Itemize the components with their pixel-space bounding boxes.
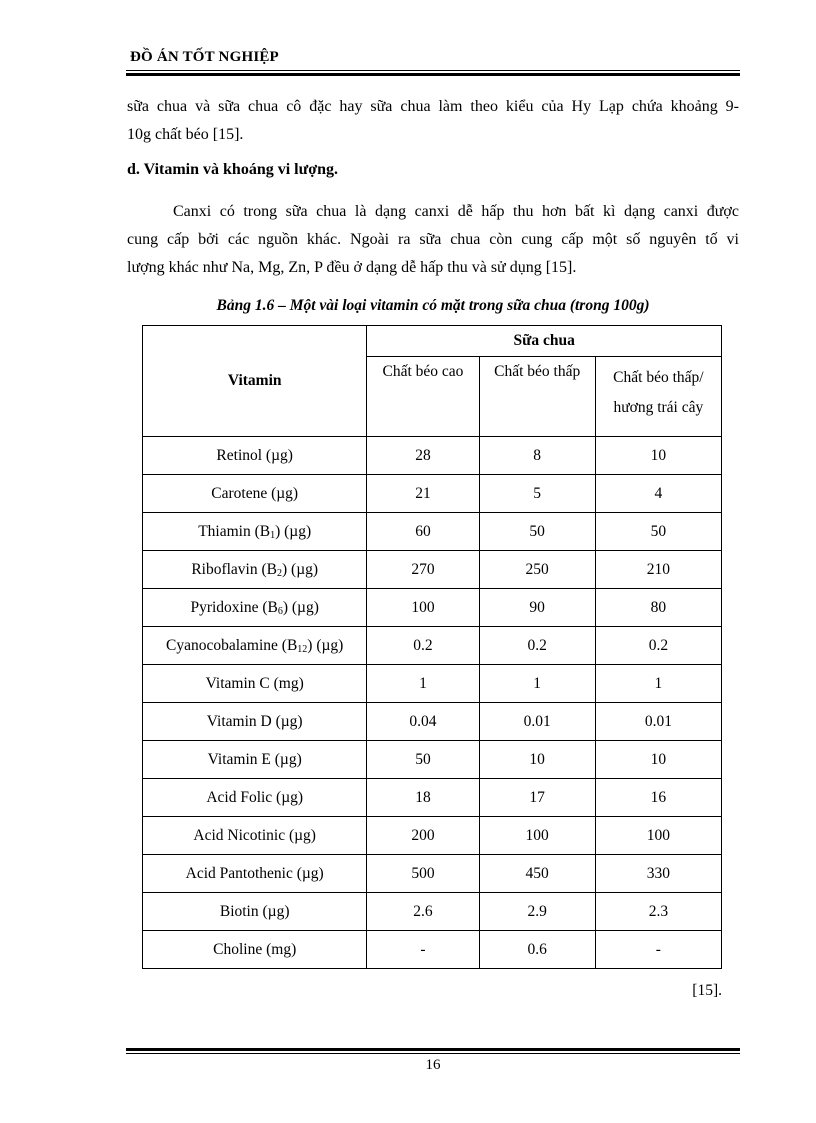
- vitamin-name-cell: [143, 475, 367, 513]
- value-high-fat: 0.2: [367, 627, 479, 665]
- value-low-fat: 0.01: [479, 703, 595, 741]
- table-body: [143, 437, 722, 969]
- value-high-fat: 500: [367, 855, 479, 893]
- value-low-fat-fruit: 1: [595, 665, 721, 703]
- value-low-fat-fruit: 10: [595, 437, 721, 475]
- header-rule-thick: [126, 73, 740, 76]
- table-row: [143, 703, 722, 741]
- vitamin-name: Acid Nicotinic (µg): [193, 826, 316, 844]
- table-row: [143, 855, 722, 893]
- vitamin-name: Acid Pantothenic (µg): [185, 864, 324, 882]
- value-high-fat: 18: [367, 779, 479, 817]
- footer-rule-thin: [126, 1053, 740, 1054]
- value-low-fat: 50: [479, 513, 595, 551]
- vitamin-name: Choline (mg): [213, 940, 297, 958]
- table-row: [143, 893, 722, 931]
- value-high-fat: 28: [367, 437, 479, 475]
- value-low-fat-fruit: 0.2: [595, 627, 721, 665]
- table-row: [143, 475, 722, 513]
- value-high-fat: 21: [367, 475, 479, 513]
- vitamin-name-unit: ) (µg): [282, 598, 319, 616]
- header-title: ĐỒ ÁN TỐT NGHIỆP: [130, 49, 279, 65]
- vitamin-name-cell: [143, 703, 367, 741]
- header-vitamin: Vitamin: [143, 326, 367, 437]
- value-low-fat: 450: [479, 855, 595, 893]
- header-col-high-fat: Chất béo cao: [367, 357, 479, 437]
- value-high-fat: 0.04: [367, 703, 479, 741]
- value-high-fat: 270: [367, 551, 479, 589]
- vitamin-name-cell: [143, 665, 367, 703]
- vitamin-name-cell: [143, 855, 367, 893]
- vitamin-name-subscript: 12: [297, 643, 308, 655]
- vitamin-name-subscript: 1: [270, 529, 276, 541]
- vitamin-name-cell: [143, 551, 367, 589]
- value-high-fat: 50: [367, 741, 479, 779]
- vitamin-name-cell: [143, 779, 367, 817]
- footer-rule-thick: [126, 1048, 740, 1051]
- vitamin-name: Vitamin E (µg): [207, 750, 302, 768]
- value-low-fat-fruit: 0.01: [595, 703, 721, 741]
- vitamin-name-main: Pyridoxine (B: [190, 598, 278, 616]
- table-row: [143, 779, 722, 817]
- table-citation: [15].: [692, 982, 722, 999]
- value-high-fat: 100: [367, 589, 479, 627]
- table-row: [143, 551, 722, 589]
- vitamin-name-cell: [143, 741, 367, 779]
- vitamin-name-cell: [143, 931, 367, 969]
- value-low-fat-fruit: 330: [595, 855, 721, 893]
- value-high-fat: 1: [367, 665, 479, 703]
- table-row: [143, 437, 722, 475]
- value-high-fat: 60: [367, 513, 479, 551]
- value-low-fat: 10: [479, 741, 595, 779]
- value-low-fat-fruit: 50: [595, 513, 721, 551]
- table-row: [143, 589, 722, 627]
- vitamin-name-main: Cyanocobalamine (B: [166, 636, 298, 654]
- vitamin-name-cell: [143, 513, 367, 551]
- vitamin-name-subscript: 2: [277, 567, 282, 579]
- header-sua-chua: Sữa chua: [367, 326, 722, 357]
- value-low-fat-fruit: 100: [595, 817, 721, 855]
- value-low-fat: 1: [479, 665, 595, 703]
- vitamin-name: Vitamin C (mg): [205, 674, 304, 692]
- value-low-fat: 2.9: [479, 893, 595, 931]
- vitamin-name: Vitamin D (µg): [206, 712, 303, 730]
- value-low-fat: 17: [479, 779, 595, 817]
- header-col-low-fat-fruit: [595, 357, 721, 437]
- paragraph-2-line-2: cung cấp bởi các nguồn khác. Ngoài ra sữa chua còn cung cấp một số nguyên tố vi: [127, 231, 739, 248]
- value-low-fat: 250: [479, 551, 595, 589]
- vitamin-name: Carotene (µg): [211, 484, 299, 502]
- value-low-fat-fruit: 2.3: [595, 893, 721, 931]
- vitamin-name-cell: [143, 589, 367, 627]
- header-col3-line-1: Chất béo thấp/: [613, 369, 704, 386]
- vitamin-name-cell: [143, 817, 367, 855]
- vitamin-name: Retinol (µg): [216, 446, 293, 464]
- vitamin-name-cell: [143, 893, 367, 931]
- value-low-fat-fruit: -: [595, 931, 721, 969]
- paragraph-1-line-1: sữa chua và sữa chua cô đặc hay sữa chua làm theo kiểu của Hy Lạp chứa khoảng 9-: [127, 98, 739, 115]
- table-row: [143, 627, 722, 665]
- vitamin-name-subscript: 6: [277, 605, 283, 617]
- header-col3-line-2: hương trái cây: [613, 399, 704, 416]
- value-low-fat: 100: [479, 817, 595, 855]
- table-caption: Bảng 1.6 – Một vài loại vitamin có mặt trong sữa chua (trong 100g): [216, 297, 650, 314]
- value-low-fat: 0.6: [479, 931, 595, 969]
- vitamin-name-unit: ) (µg): [307, 636, 344, 654]
- table-row: [143, 817, 722, 855]
- vitamin-name-unit: ) (µg): [275, 522, 312, 540]
- table-row: [143, 665, 722, 703]
- value-high-fat: 200: [367, 817, 479, 855]
- value-low-fat-fruit: 16: [595, 779, 721, 817]
- vitamin-name: Biotin (µg): [219, 902, 290, 920]
- page-number: 16: [425, 1057, 441, 1073]
- vitamin-name-cell: [143, 627, 367, 665]
- paragraph-2-line-3: lượng khác như Na, Mg, Zn, P đều ở dạng dễ hấp thu và sử dụng [15].: [127, 259, 577, 276]
- value-low-fat-fruit: 4: [595, 475, 721, 513]
- header-col-low-fat: Chất béo thấp: [479, 357, 595, 437]
- vitamin-name-main: Riboflavin (B: [191, 560, 277, 578]
- value-low-fat: 0.2: [479, 627, 595, 665]
- table-row: [143, 931, 722, 969]
- paragraph-2: [127, 198, 739, 282]
- table-row: [143, 513, 722, 551]
- header-rule-thin: [126, 70, 740, 71]
- table-row: [143, 741, 722, 779]
- value-low-fat: 90: [479, 589, 595, 627]
- value-low-fat: 5: [479, 475, 595, 513]
- paragraph-2-line-1: Canxi có trong sữa chua là dạng canxi dễ hấp thu hơn bất kì dạng canxi được: [173, 203, 739, 220]
- vitamin-name-main: Thiamin (B: [198, 522, 271, 540]
- value-low-fat-fruit: 80: [595, 589, 721, 627]
- vitamin-name-unit: ) (µg): [282, 560, 319, 578]
- vitamin-table: [142, 325, 722, 969]
- value-low-fat: 8: [479, 437, 595, 475]
- vitamin-name-cell: [143, 437, 367, 475]
- value-high-fat: -: [367, 931, 479, 969]
- paragraph-1-line-2: 10g chất béo [15].: [127, 126, 244, 143]
- value-low-fat-fruit: 10: [595, 741, 721, 779]
- vitamin-name: Acid Folic (µg): [206, 788, 304, 806]
- paragraph-1: [127, 93, 739, 149]
- value-low-fat-fruit: 210: [595, 551, 721, 589]
- section-heading: d. Vitamin và khoáng vi lượng.: [127, 161, 338, 178]
- value-high-fat: 2.6: [367, 893, 479, 931]
